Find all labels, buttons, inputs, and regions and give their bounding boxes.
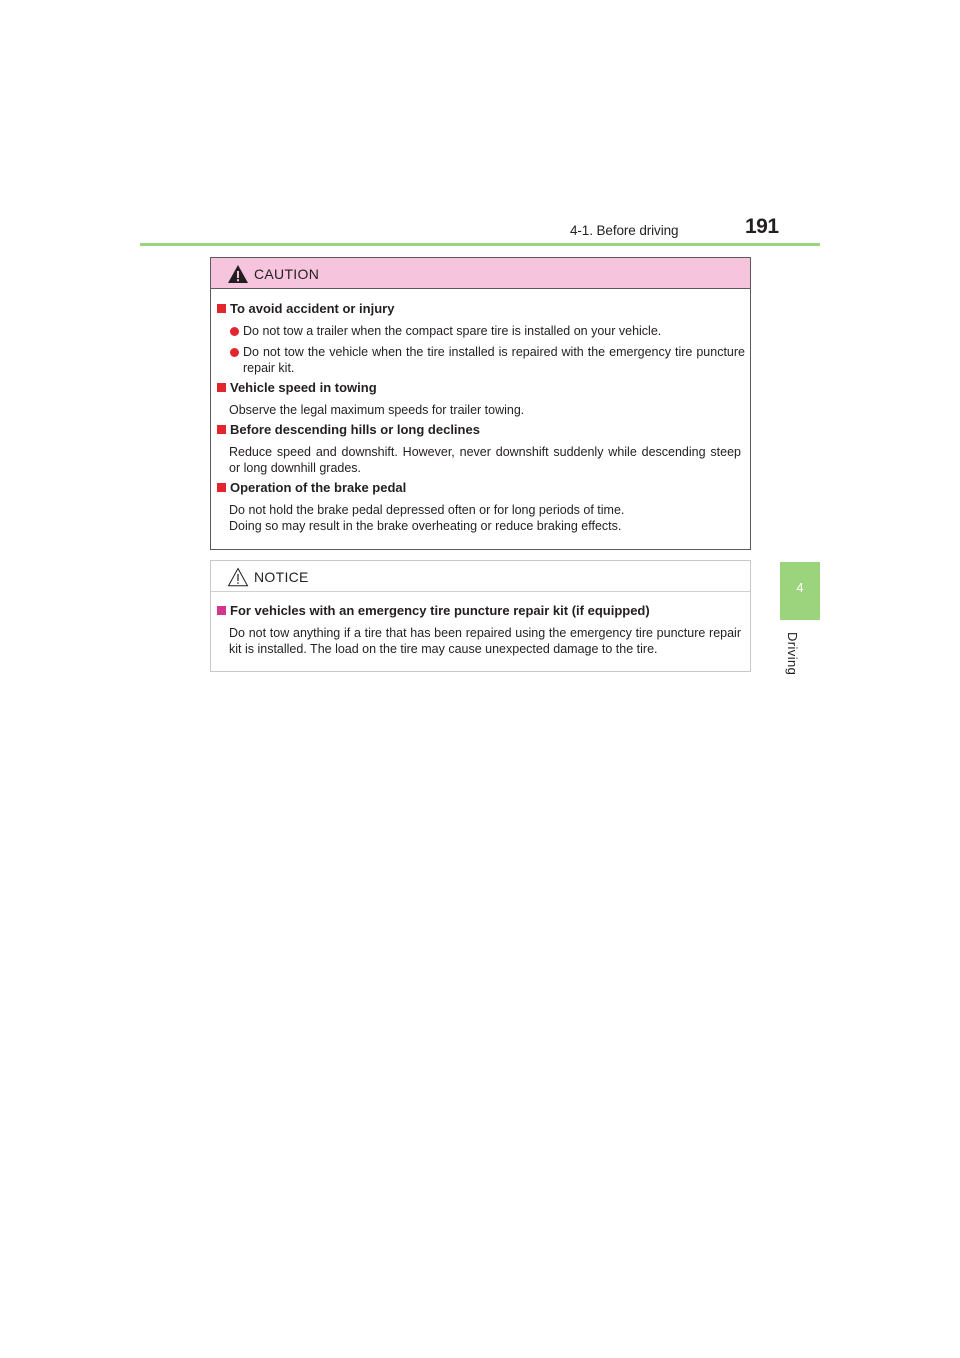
notice-heading-1-text: For vehicles with an emergency tire puncture repair kit (if equipped) — [230, 603, 650, 618]
square-bullet-icon — [217, 304, 226, 313]
square-bullet-icon — [217, 425, 226, 434]
round-bullet-icon — [230, 327, 239, 336]
caution-heading-1 — [217, 301, 394, 316]
chapter-tab — [780, 562, 820, 620]
caution-label: CAUTION — [254, 266, 320, 282]
caution-bullet-2: Do not tow the vehicle when the tire installed is repaired with the emergency tire puncture repair kit. — [243, 345, 745, 375]
notice-text-1: Do not tow anything if a tire that has been repaired using the emergency tire puncture repair kit is installed. The load on the tire may cause unexpected damage to the tire. — [229, 626, 741, 656]
section-title: 4-1. Before driving — [570, 223, 679, 238]
square-bullet-icon — [217, 606, 226, 615]
caution-heading-1-text: To avoid accident or injury — [230, 301, 395, 316]
caution-bullet-1: Do not tow a trailer when the compact spare tire is installed on your vehicle. — [243, 324, 662, 338]
round-bullet-icon — [230, 348, 239, 357]
chapter-label — [786, 632, 806, 682]
page-header — [140, 212, 820, 248]
caution-text-2: Observe the legal maximum speeds for trailer towing. — [229, 403, 525, 417]
caution-text-4: Do not hold the brake pedal depressed often or for long periods of time. Doing so may result in the brake overheating or reduce braking effects. — [229, 503, 625, 533]
notice-heading-1 — [217, 603, 650, 618]
square-bullet-icon — [217, 483, 226, 492]
chapter-label-text: Driving — [785, 632, 800, 676]
caution-box — [210, 257, 751, 550]
caution-heading-4-text: Operation of the brake pedal — [230, 480, 407, 495]
warning-triangle-icon — [227, 264, 249, 284]
caution-header — [211, 258, 750, 289]
warning-triangle-outline-icon — [227, 567, 249, 587]
chapter-number: 4 — [796, 580, 804, 595]
page-number: 191 — [745, 215, 779, 238]
caution-heading-4 — [217, 480, 406, 495]
caution-heading-2 — [217, 380, 377, 395]
caution-text-3: Reduce speed and downshift. However, never downshift suddenly while descending steep or long downhill grades. — [229, 445, 741, 475]
notice-header — [211, 561, 750, 592]
caution-heading-2-text: Vehicle speed in towing — [230, 380, 377, 395]
square-bullet-icon — [217, 383, 226, 392]
notice-label: NOTICE — [254, 569, 309, 585]
notice-box — [210, 560, 751, 672]
caution-heading-3-text: Before descending hills or long declines — [230, 422, 480, 437]
header-rule — [140, 243, 820, 246]
caution-heading-3 — [217, 422, 480, 437]
